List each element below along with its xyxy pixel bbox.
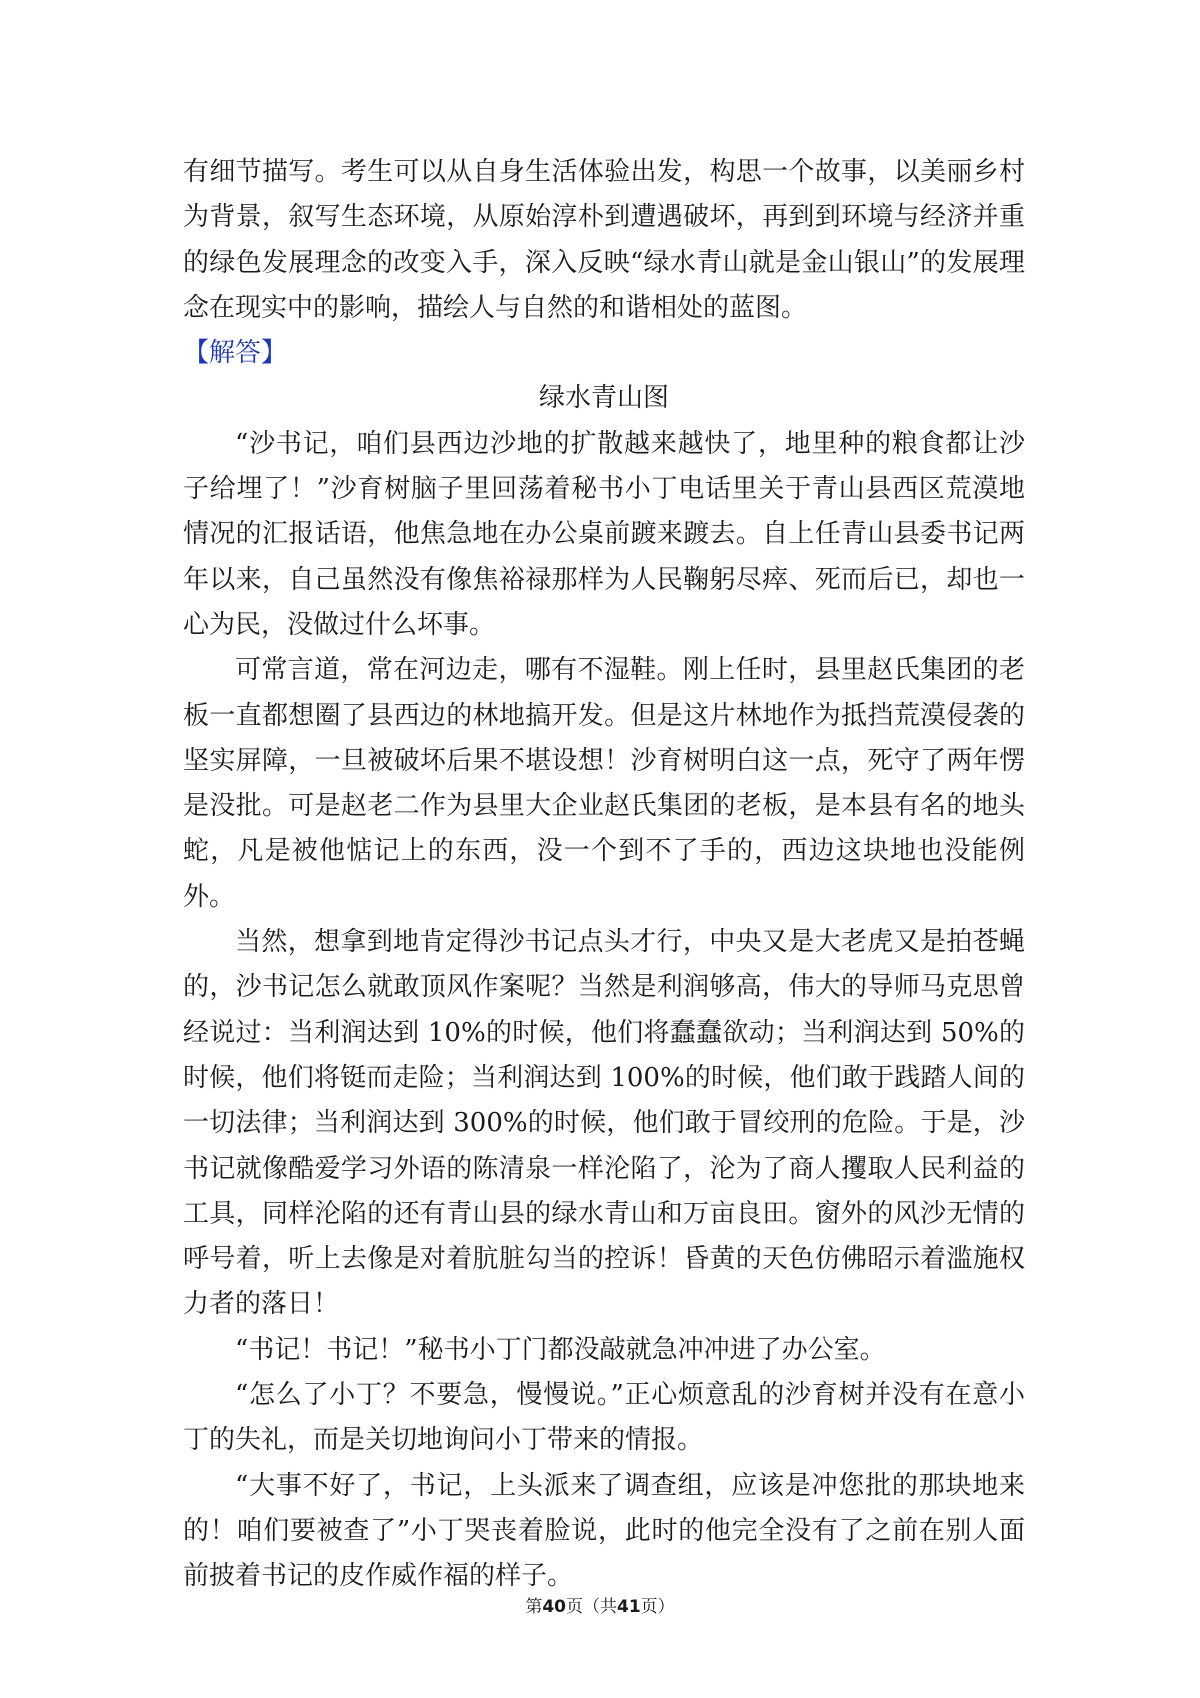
essay-title: 绿水青山图 [538,383,669,414]
essay-paragraph-4: “书记！书记！”秘书小丁门都没敲就急冲冲进了办公室。 [235,1334,886,1365]
essay-paragraph-1: “沙书记，咱们县西边沙地的扩散越来越快了，地里种的粮食都让沙子给埋了！”沙育树脑子里回荡着秘书小丁电话里关于青山县西区荒漠地情况的汇报话语，他焦急地在办公桌前踱来踱去。自上任青山县委书记两年以来，自己虽然没有像焦裕禄那样为人民鞠躬尽瘁、死而后已，却也一心为民，没做过什么坏事。 [183,428,1025,640]
footer-prefix: 第 [525,1597,543,1617]
footer-suffix: 页） [640,1597,675,1617]
essay-paragraph-3: 当然，想拿到地肯定得沙书记点头才行，中央又是大老虎又是拍苍蝇的，沙书记怎么就敢顶风作案呢？当然是利润够高，伟大的导师马克思曾经说过：当利润达到 10%的时候，他们将蠢蠢欲动；当利润达到 50%的时候，他们将铤而走险；当利润达到 100%的时候，他们敢于践踏人间的一切法律；当利润达到 300%的时候，他们敢于冒绞刑的危险。于是，沙书记就像酷爱学习外语的陈清泉一样沦陷了，沦为了商人攫取人民利益的工具，同样沦陷的还有青山县的绿水青山和万亩良田。窗外的风沙无情的呼号着，听上去像是对着肮脏勾当的控诉！昏黄的天色仿佛昭示着滥施权力者的落日！ [183,927,1025,1320]
footer-middle: 页（共 [566,1597,617,1617]
essay-paragraph-6: “大事不好了，书记，上头派来了调查组，应该是冲您批的那块地来的！咱们要被查了”小丁哭丧着脸说，此时的他完全没有了之前在别人面前披着书记的皮作威作福的样子。 [183,1470,1025,1592]
intro-paragraph: 有细节描写。考生可以从自身生活体验出发，构思一个故事，以美丽乡村为背景，叙写生态环境，从原始淳朴到遭遇破坏，再到到环境与经济并重的绿色发展理念的改变入手，深入反映“绿水青山就是金山银山”的发展理念在现实中的影响，描绘人与自然的和谐相处的蓝图。 [183,157,1025,323]
essay-paragraph-5: “怎么了小丁？不要急，慢慢说。”正心烦意乱的沙育树并没有在意小丁的失礼，而是关切地询问小丁带来的情报。 [183,1380,1025,1456]
page-footer [0,1592,1200,1617]
footer-page-number: 40 [542,1597,566,1617]
document-body [183,150,1025,1600]
essay-paragraph-2: 可常言道，常在河边走，哪有不湿鞋。刚上任时，县里赵氏集团的老板一直都想圈了县西边的林地搞开发。但是这片林地作为抵挡荒漠侵袭的坚实屏障，一旦被破坏后果不堪设想！沙育树明白这一点，死守了两年愣是没批。可是赵老二作为县里大企业赵氏集团的老板，是本县有名的地头蛇，凡是被他惦记上的东西，没一个到不了手的，西边这块地也没能例外。 [183,655,1025,912]
footer-total-pages: 41 [617,1597,641,1617]
answer-label: 【解答】 [183,338,288,369]
